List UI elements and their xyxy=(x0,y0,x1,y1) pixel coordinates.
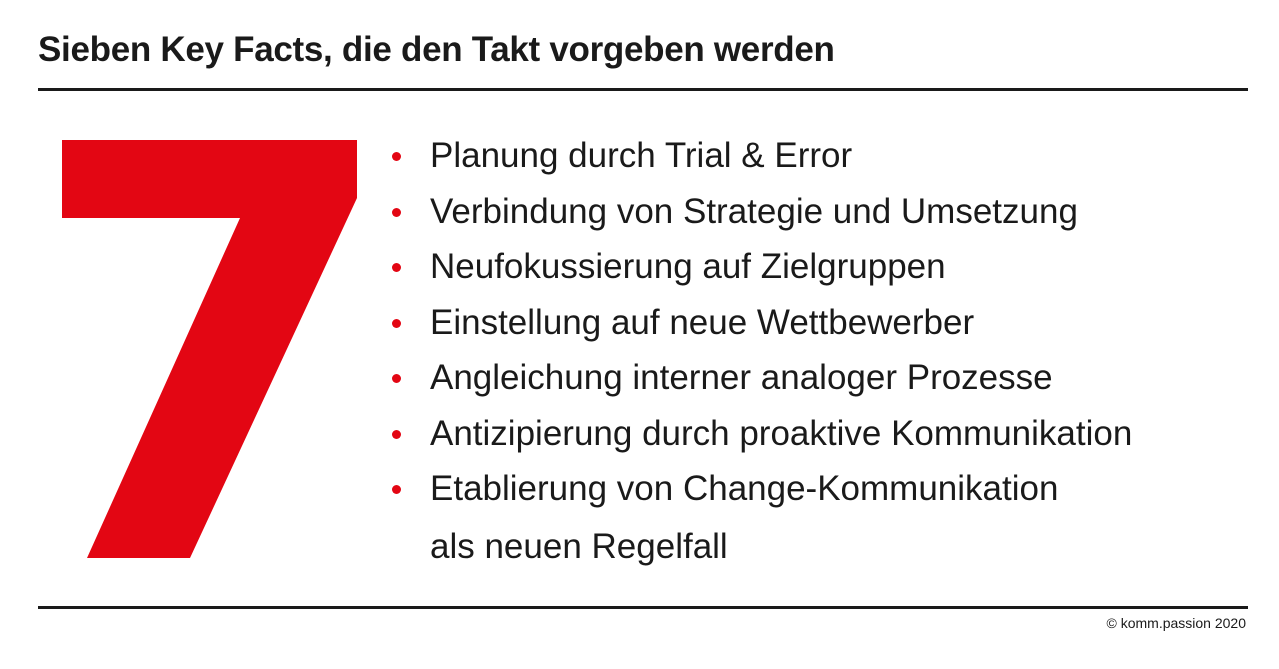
fact-text-continuation: als neuen Regelfall xyxy=(430,526,728,566)
top-divider xyxy=(38,88,1248,91)
bullet-icon xyxy=(392,430,401,439)
bullet-icon xyxy=(392,374,401,383)
fact-text: Verbindung von Strategie und Umsetzung xyxy=(430,191,1078,231)
fact-text: Neufokussierung auf Zielgruppen xyxy=(430,247,946,286)
bullet-icon xyxy=(392,319,401,328)
list-item xyxy=(390,406,1132,462)
seven-shape xyxy=(62,140,357,558)
fact-text: Angleichung interner analoger Prozesse xyxy=(430,358,1053,397)
bullet-icon xyxy=(392,208,401,217)
list-item xyxy=(390,128,1132,184)
big-number-seven xyxy=(50,130,370,570)
list-item xyxy=(390,461,1132,577)
list-item xyxy=(390,350,1132,406)
copyright-notice: © komm.passion 2020 xyxy=(1106,615,1246,631)
bullet-icon xyxy=(392,263,401,272)
bullet-icon xyxy=(392,152,401,161)
key-facts-list xyxy=(390,128,1132,577)
list-item xyxy=(390,295,1132,351)
list-item xyxy=(390,239,1132,295)
bullet-icon xyxy=(392,485,401,494)
fact-text: Einstellung auf neue Wettbewerber xyxy=(430,302,975,342)
fact-text: Antizipierung durch proaktive Kommunikation xyxy=(430,413,1133,453)
bottom-divider xyxy=(38,606,1248,609)
page-title: Sieben Key Facts, die den Takt vorgeben werden xyxy=(38,30,835,69)
fact-text: Etablierung von Change-Kommunikation xyxy=(430,469,1059,508)
list-item xyxy=(390,184,1132,240)
fact-text: Planung durch Trial & Error xyxy=(430,136,853,175)
